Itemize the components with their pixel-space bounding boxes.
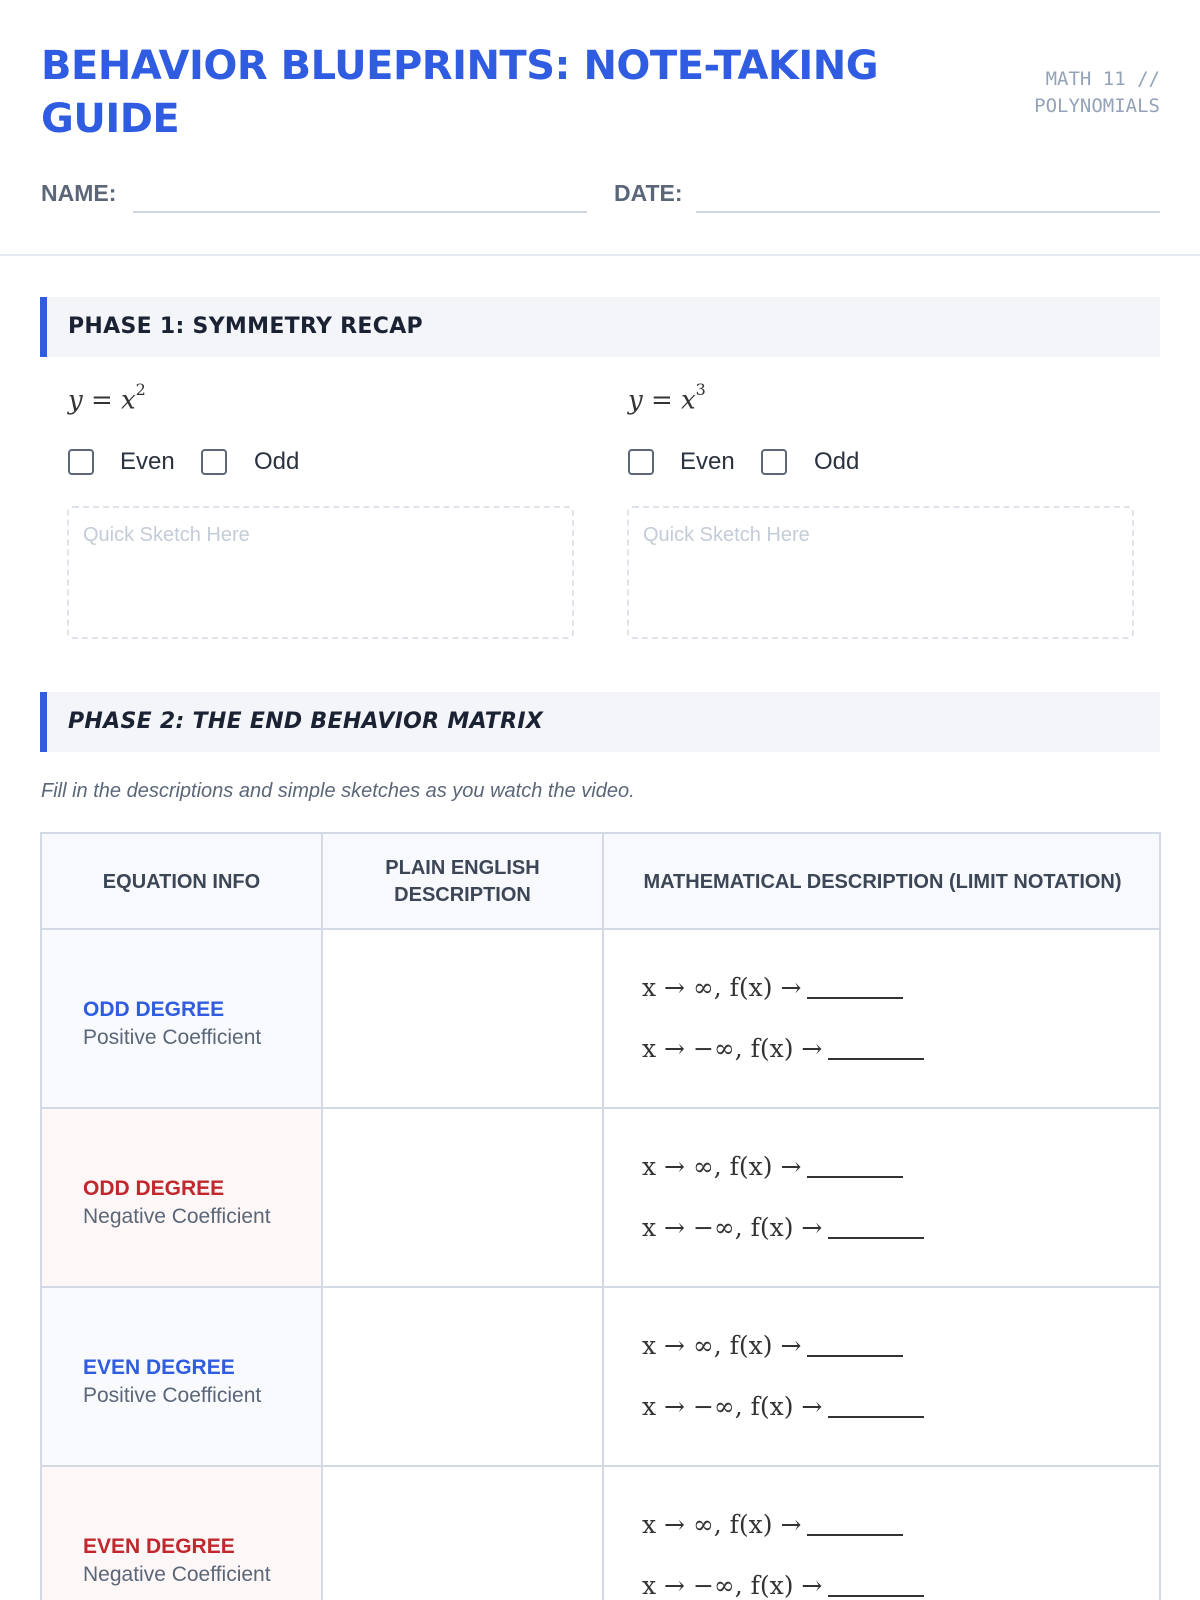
limit-expression: x → ∞, f(x) → — [642, 1510, 802, 1539]
name-label: NAME: — [41, 180, 117, 206]
odd-label-2: Odd — [814, 448, 860, 475]
phase1-header — [40, 297, 1160, 357]
coefficient-label: Negative Coefficient — [83, 1205, 271, 1228]
even-label-1: Even — [120, 448, 175, 475]
col-header-math-description: MATHEMATICAL DESCRIPTION (LIMIT NOTATION) — [643, 870, 1122, 893]
equation-exponent: 3 — [695, 380, 706, 399]
sketch-area-2[interactable] — [627, 506, 1134, 639]
limit-positive-infinity — [642, 1152, 903, 1181]
limit-expression: x → ∞, f(x) → — [642, 1152, 802, 1181]
equation-exponent: 2 — [135, 380, 146, 399]
limit-expression: x → ∞, f(x) → — [642, 973, 802, 1002]
equation-x-squared — [68, 380, 146, 416]
table-row — [42, 930, 1159, 1109]
odd-checkbox-2[interactable] — [761, 449, 787, 475]
date-field[interactable] — [696, 211, 1160, 213]
sketch-placeholder-2: Quick Sketch Here — [643, 524, 810, 546]
limit-expression: x → ∞, f(x) → — [642, 1331, 802, 1360]
limit-expression: x → −∞, f(x) → — [642, 1392, 823, 1421]
answer-blank[interactable] — [807, 1176, 903, 1178]
coefficient-label: Negative Coefficient — [83, 1563, 271, 1586]
table-row — [42, 1467, 1159, 1600]
degree-label: ODD DEGREE — [83, 1177, 225, 1200]
row-info-cell — [42, 1288, 321, 1465]
page-title: BEHAVIOR BLUEPRINTS: NOTE-TAKING GUIDE — [41, 43, 879, 142]
degree-label: EVEN DEGREE — [83, 1356, 235, 1379]
answer-blank[interactable] — [828, 1595, 924, 1597]
even-checkbox-2[interactable] — [628, 449, 654, 475]
limit-negative-infinity — [642, 1213, 924, 1242]
limit-negative-infinity — [642, 1034, 924, 1063]
coefficient-label: Positive Coefficient — [83, 1384, 262, 1407]
row-info-cell — [42, 930, 321, 1107]
end-behavior-matrix — [40, 832, 1161, 1600]
odd-label-1: Odd — [254, 448, 300, 475]
equation-text: y = x — [628, 385, 696, 416]
answer-blank[interactable] — [828, 1058, 924, 1060]
answer-blank[interactable] — [828, 1416, 924, 1418]
limit-expression: x → −∞, f(x) → — [642, 1213, 823, 1242]
sketch-area-1[interactable] — [67, 506, 574, 639]
limit-positive-infinity — [642, 1510, 903, 1539]
equation-text: y = x — [68, 385, 136, 416]
sketch-placeholder-1: Quick Sketch Here — [83, 524, 250, 546]
even-checkbox-1[interactable] — [68, 449, 94, 475]
limit-positive-infinity — [642, 1331, 903, 1360]
column-divider — [602, 834, 604, 1600]
table-row — [42, 1288, 1159, 1467]
odd-checkbox-1[interactable] — [201, 449, 227, 475]
even-label-2: Even — [680, 448, 735, 475]
course-label-line1: MATH 11 // — [1045, 68, 1160, 90]
phase2-header — [40, 692, 1160, 752]
row-info-cell — [42, 1467, 321, 1600]
date-label: DATE: — [614, 180, 683, 206]
page-header — [0, 0, 1200, 256]
limit-negative-infinity — [642, 1571, 924, 1600]
degree-label: EVEN DEGREE — [83, 1535, 235, 1558]
phase2-title: PHASE 2: THE END BEHAVIOR MATRIX — [68, 709, 544, 734]
coefficient-label: Positive Coefficient — [83, 1026, 262, 1049]
answer-blank[interactable] — [807, 997, 903, 999]
col-header-equation-info: EQUATION INFO — [102, 870, 261, 893]
limit-positive-infinity — [642, 973, 903, 1002]
answer-blank[interactable] — [828, 1237, 924, 1239]
name-field[interactable] — [133, 211, 587, 213]
col-header-plain-english: PLAIN ENGLISH DESCRIPTION — [385, 857, 540, 906]
phase2-instructions: Fill in the descriptions and simple sketches as you watch the video. — [41, 780, 635, 802]
limit-expression: x → −∞, f(x) → — [642, 1571, 823, 1600]
column-divider — [321, 834, 323, 1600]
degree-label: ODD DEGREE — [83, 998, 225, 1021]
course-label-line2: POLYNOMIALS — [1034, 95, 1160, 117]
equation-x-cubed — [628, 380, 706, 416]
table-row — [42, 1109, 1159, 1288]
limit-expression: x → −∞, f(x) → — [642, 1034, 823, 1063]
phase1-title: PHASE 1: SYMMETRY RECAP — [68, 314, 423, 339]
answer-blank[interactable] — [807, 1534, 903, 1536]
row-info-cell — [42, 1109, 321, 1286]
course-label — [1034, 66, 1160, 120]
matrix-header-row — [42, 834, 1159, 930]
answer-blank[interactable] — [807, 1355, 903, 1357]
limit-negative-infinity — [642, 1392, 924, 1421]
